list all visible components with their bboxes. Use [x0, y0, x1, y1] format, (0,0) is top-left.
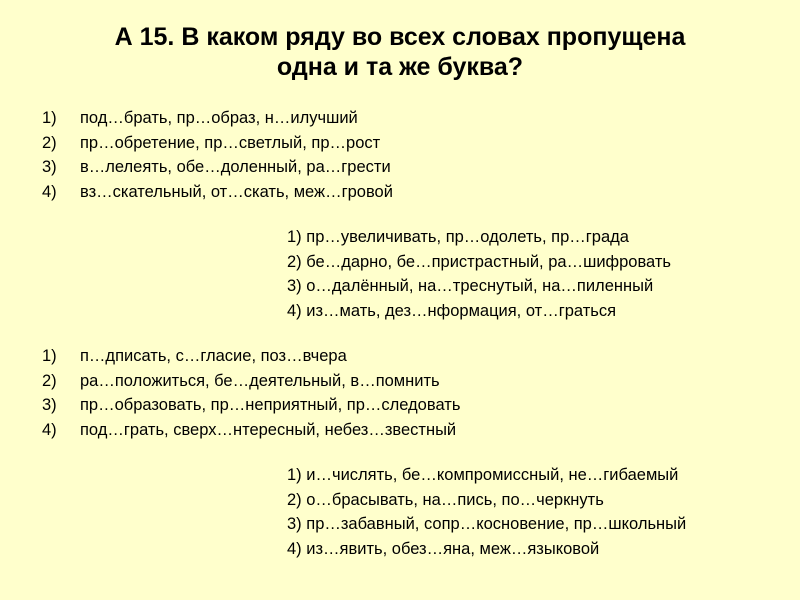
- list-item: 3) о…далённый, на…треснутый, на…пиленный: [287, 277, 654, 295]
- item-number: 4): [42, 420, 57, 439]
- item-text: пр…обретение, пр…светлый, пр…рост: [80, 133, 381, 152]
- list-item: 4) из…мать, дез…нформация, от…граться: [287, 301, 617, 320]
- item-text: в…лелеять, обе…доленный, ра…грести: [80, 158, 391, 176]
- slide-title: [0, 22, 800, 82]
- item-number: 2): [42, 133, 57, 152]
- list-item: 1) пр…увеличивать, пр…одолеть, пр…града: [287, 228, 629, 246]
- list-item: 2) о…брасывать, на…пись, по…черкнуть: [287, 490, 604, 509]
- item-number: 1): [42, 347, 57, 365]
- item-number: 3): [42, 158, 57, 176]
- item-text: под…брать, пр…образ, н…илучший: [80, 109, 358, 127]
- item-number: 3): [42, 396, 57, 414]
- list-item: [42, 393, 460, 418]
- list-item: [42, 344, 460, 369]
- list-item: 1) и…числять, бе…компромиссный, не…гибаемый: [287, 466, 679, 484]
- list-item: 4) из…явить, обез…яна, меж…языковой: [287, 539, 600, 558]
- question-group-4: [287, 463, 686, 561]
- list-item: [42, 131, 393, 156]
- question-group-1: [42, 106, 393, 204]
- list-item: [42, 155, 393, 180]
- item-number: 1): [42, 109, 57, 127]
- item-text: п…дписать, с…гласие, поз…вчера: [80, 347, 347, 365]
- list-item: 2) бе…дарно, бе…пристрастный, ра…шифровать: [287, 252, 672, 271]
- item-text: пр…образовать, пр…неприятный, пр…следовать: [80, 396, 461, 414]
- list-item: 3) пр…забавный, сопр…косновение, пр…школьный: [287, 515, 687, 533]
- item-text: ра…положиться, бе…деятельный, в…помнить: [80, 371, 440, 390]
- title-line-2: одна и та же буква?: [276, 53, 524, 81]
- title-line-1: А 15. В каком ряду во всех словах пропущена: [114, 23, 686, 51]
- item-text: вз…скательный, от…скать, меж…гровой: [80, 182, 393, 201]
- question-group-3: [42, 344, 460, 442]
- item-number: 4): [42, 182, 57, 201]
- question-group-2: [287, 225, 671, 323]
- list-item: [42, 180, 393, 205]
- item-text: под…грать, сверх…нтересный, небез…звестный: [80, 420, 457, 439]
- list-item: [42, 106, 393, 131]
- list-item: [42, 418, 460, 443]
- item-number: 2): [42, 371, 57, 390]
- list-item: [42, 369, 460, 394]
